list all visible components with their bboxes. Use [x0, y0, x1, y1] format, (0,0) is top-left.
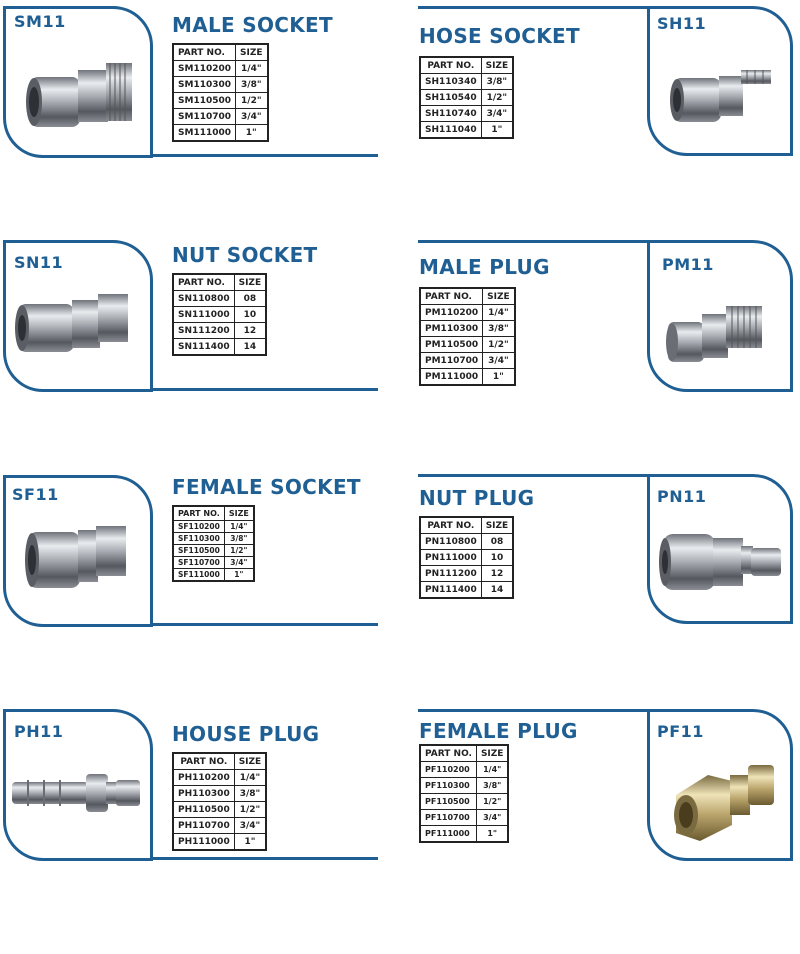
- size: 1": [234, 834, 266, 851]
- part-number: SN111000: [173, 307, 234, 323]
- table-row: [173, 770, 266, 786]
- table-row: [173, 834, 266, 851]
- table-row: [173, 545, 254, 557]
- table-row: [420, 550, 513, 566]
- size: 1/4": [234, 770, 266, 786]
- table-row: [173, 109, 268, 125]
- table-row: [173, 323, 266, 339]
- column-header-part-no: PART NO.: [173, 753, 234, 770]
- column-header-size: SIZE: [224, 506, 254, 521]
- divider-rule: [150, 857, 378, 860]
- size: 12: [481, 566, 513, 582]
- size: 12: [234, 323, 266, 339]
- part-number: PF110300: [420, 778, 476, 794]
- table-row: [420, 762, 508, 778]
- table-row: [173, 818, 266, 834]
- nut-plug-fitting-icon: [655, 528, 790, 598]
- divider-rule: [418, 240, 650, 243]
- product-title: HOUSE PLUG: [172, 722, 320, 746]
- size: 1/2": [224, 545, 254, 557]
- size: 08: [234, 291, 266, 307]
- part-number: SH110740: [420, 106, 481, 122]
- divider-rule: [418, 474, 650, 477]
- size: 1/4": [483, 305, 515, 321]
- size: 1": [476, 826, 508, 843]
- part-number: SM111000: [173, 125, 236, 142]
- table-row: [173, 786, 266, 802]
- column-header-size: SIZE: [234, 274, 266, 291]
- divider-rule: [150, 388, 378, 391]
- part-number: PF110200: [420, 762, 476, 778]
- table-row: [420, 794, 508, 810]
- parts-table: [172, 43, 269, 142]
- product-code: PF11: [657, 722, 704, 741]
- part-number: SH110540: [420, 90, 481, 106]
- size: 3/8": [481, 74, 513, 90]
- table-row: [173, 61, 268, 77]
- column-header-size: SIZE: [483, 288, 515, 305]
- hose-plug-fitting-icon: [10, 770, 145, 815]
- part-number: SM110500: [173, 93, 236, 109]
- column-header-size: SIZE: [476, 745, 508, 762]
- size: 3/8": [483, 321, 515, 337]
- product-title: FEMALE SOCKET: [172, 475, 361, 499]
- product-code: PN11: [657, 487, 707, 506]
- divider-rule: [150, 623, 378, 626]
- part-number: PM110300: [420, 321, 483, 337]
- table-row: [173, 533, 254, 545]
- part-number: PF111000: [420, 826, 476, 843]
- column-header-part-no: PART NO.: [420, 57, 481, 74]
- table-row: [420, 305, 515, 321]
- size: 1/2": [236, 93, 268, 109]
- parts-table: [419, 287, 516, 386]
- size: 3/4": [224, 557, 254, 569]
- table-row: [173, 93, 268, 109]
- parts-table: [419, 56, 514, 139]
- parts-table: [172, 752, 267, 851]
- table-row: [420, 369, 515, 386]
- table-row: [420, 566, 513, 582]
- parts-table: [419, 516, 514, 599]
- column-header-part-no: PART NO.: [420, 745, 476, 762]
- part-number: PN111200: [420, 566, 481, 582]
- table-row: [420, 337, 515, 353]
- table-row: [420, 826, 508, 843]
- part-number: SM110700: [173, 109, 236, 125]
- table-row: [420, 321, 515, 337]
- nut-socket-fitting-icon: [14, 290, 134, 360]
- size: 3/4": [476, 810, 508, 826]
- part-number: PH110300: [173, 786, 234, 802]
- table-row: [173, 569, 254, 582]
- size: 10: [234, 307, 266, 323]
- product-title: MALE PLUG: [419, 255, 550, 279]
- parts-table: [419, 744, 509, 843]
- product-title: HOSE SOCKET: [419, 24, 580, 48]
- part-number: PH110500: [173, 802, 234, 818]
- table-row: [173, 125, 268, 142]
- column-header-part-no: PART NO.: [173, 44, 236, 61]
- size: 1/4": [236, 61, 268, 77]
- size: 3/4": [236, 109, 268, 125]
- part-number: PM110500: [420, 337, 483, 353]
- table-row: [420, 353, 515, 369]
- size: 1/4": [476, 762, 508, 778]
- size: 1/2": [483, 337, 515, 353]
- product-code: SF11: [12, 485, 59, 504]
- column-header-part-no: PART NO.: [173, 274, 234, 291]
- part-number: PH111000: [173, 834, 234, 851]
- divider-rule: [150, 154, 378, 157]
- product-code: SN11: [14, 253, 64, 272]
- table-row: [173, 339, 266, 356]
- table-row: [173, 557, 254, 569]
- size: 3/4": [234, 818, 266, 834]
- size: 1/2": [234, 802, 266, 818]
- column-header-part-no: PART NO.: [420, 288, 483, 305]
- table-row: [173, 521, 254, 533]
- size: 1/4": [224, 521, 254, 533]
- size: 1": [236, 125, 268, 142]
- male-plug-fitting-icon: [662, 300, 777, 375]
- part-number: PF110500: [420, 794, 476, 810]
- size: 10: [481, 550, 513, 566]
- size: 14: [234, 339, 266, 356]
- part-number: PN111400: [420, 582, 481, 599]
- size: 3/8": [236, 77, 268, 93]
- product-title: MALE SOCKET: [172, 13, 333, 37]
- part-number: PF110700: [420, 810, 476, 826]
- size: 3/4": [481, 106, 513, 122]
- size: 3/8": [476, 778, 508, 794]
- size: 1": [483, 369, 515, 386]
- part-number: SF110200: [173, 521, 224, 533]
- part-number: SM110300: [173, 77, 236, 93]
- table-row: [420, 90, 513, 106]
- table-row: [420, 106, 513, 122]
- size: 1/2": [481, 90, 513, 106]
- table-row: [420, 810, 508, 826]
- size: 1": [481, 122, 513, 139]
- table-row: [420, 74, 513, 90]
- table-row: [420, 778, 508, 794]
- divider-rule: [418, 6, 650, 9]
- product-title: NUT SOCKET: [172, 243, 318, 267]
- part-number: PM110200: [420, 305, 483, 321]
- parts-table: [172, 505, 255, 582]
- column-header-size: SIZE: [481, 57, 513, 74]
- part-number: PN110800: [420, 534, 481, 550]
- part-number: SF110500: [173, 545, 224, 557]
- size: 3/8": [234, 786, 266, 802]
- size: 3/8": [224, 533, 254, 545]
- size: 1": [224, 569, 254, 582]
- divider-rule: [418, 709, 650, 712]
- column-header-size: SIZE: [234, 753, 266, 770]
- part-number: SM110200: [173, 61, 236, 77]
- part-number: SF110300: [173, 533, 224, 545]
- part-number: SN111200: [173, 323, 234, 339]
- female-socket-fitting-icon: [24, 518, 134, 598]
- size: 1/2": [476, 794, 508, 810]
- part-number: PN111000: [420, 550, 481, 566]
- part-number: SH110340: [420, 74, 481, 90]
- table-row: [173, 307, 266, 323]
- part-number: SN111400: [173, 339, 234, 356]
- part-number: PH110200: [173, 770, 234, 786]
- part-number: PM110700: [420, 353, 483, 369]
- size: 3/4": [483, 353, 515, 369]
- female-plug-fitting-icon: [668, 755, 783, 845]
- product-title: NUT PLUG: [419, 486, 535, 510]
- size: 08: [481, 534, 513, 550]
- table-row: [420, 534, 513, 550]
- product-code: SH11: [657, 14, 707, 33]
- size: 14: [481, 582, 513, 599]
- table-row: [173, 802, 266, 818]
- part-number: PM111000: [420, 369, 483, 386]
- part-number: SN110800: [173, 291, 234, 307]
- column-header-part-no: PART NO.: [173, 506, 224, 521]
- hose-socket-fitting-icon: [665, 58, 780, 133]
- part-number: SF110700: [173, 557, 224, 569]
- product-code: PM11: [662, 255, 714, 274]
- product-title: FEMALE PLUG: [419, 719, 578, 743]
- product-code: PH11: [14, 722, 64, 741]
- column-header-size: SIZE: [481, 517, 513, 534]
- table-row: [173, 291, 266, 307]
- table-row: [173, 77, 268, 93]
- table-row: [420, 122, 513, 139]
- part-number: SH111040: [420, 122, 481, 139]
- product-code: SM11: [14, 12, 66, 31]
- male-socket-fitting-icon: [20, 55, 140, 140]
- table-row: [420, 582, 513, 599]
- column-header-size: SIZE: [236, 44, 268, 61]
- parts-table: [172, 273, 267, 356]
- column-header-part-no: PART NO.: [420, 517, 481, 534]
- part-number: PH110700: [173, 818, 234, 834]
- part-number: SF111000: [173, 569, 224, 582]
